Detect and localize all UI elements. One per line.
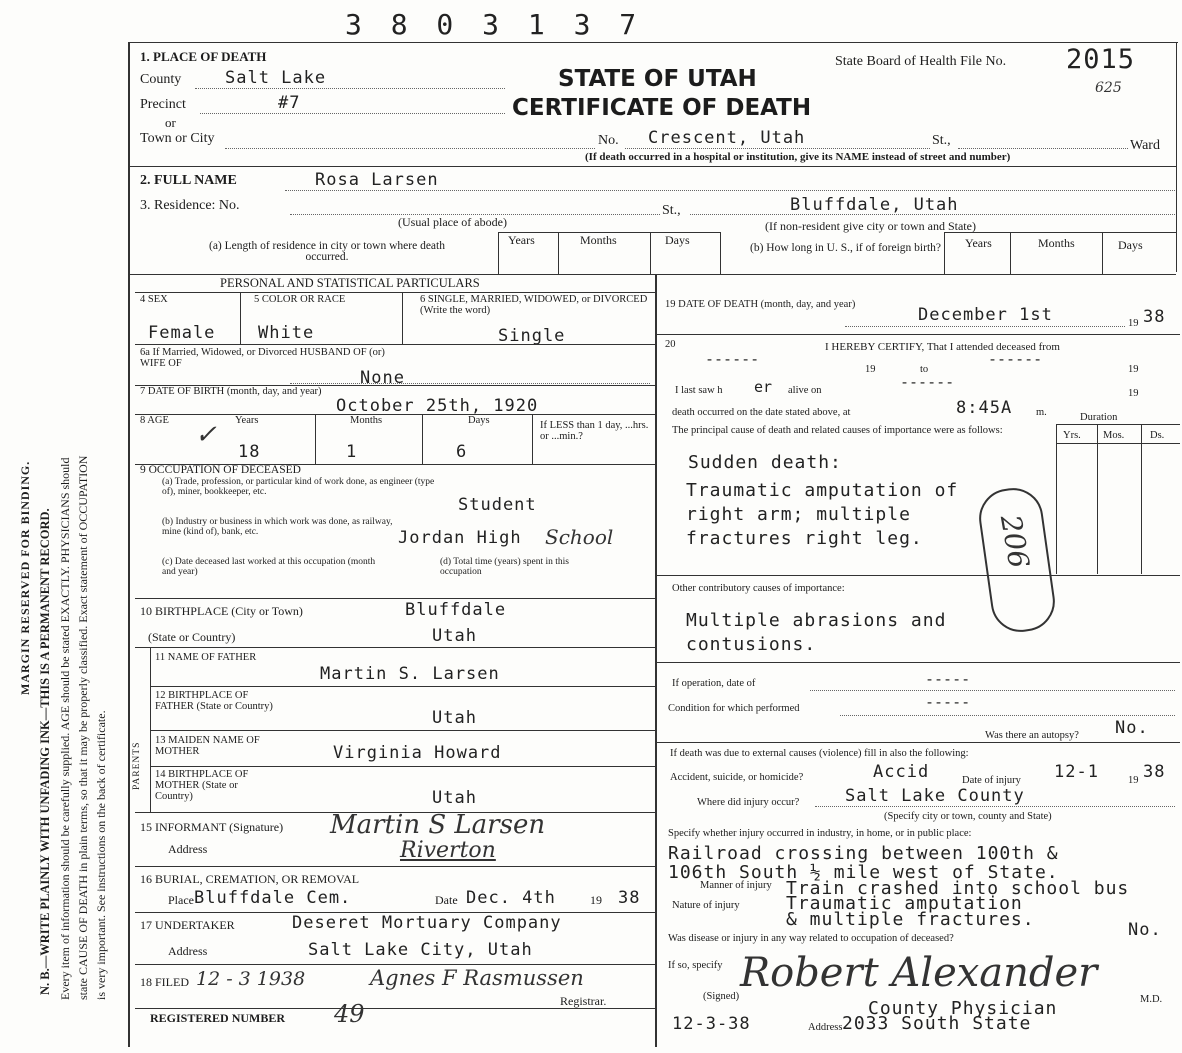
occupation-a-label: (a) Trade, profession, or particular kind of work done, as engineer (type of), miner, bookkeeper, etc. bbox=[162, 477, 435, 497]
filed-label: 18 FILED bbox=[140, 975, 189, 989]
place-value: Crescent, Utah bbox=[648, 128, 806, 148]
sex-label: 4 SEX bbox=[140, 294, 168, 305]
condition-value: ----- bbox=[925, 693, 971, 711]
death-time-value: 8:45A bbox=[956, 398, 1013, 418]
precinct-value: #7 bbox=[278, 93, 301, 113]
attended-to-dash: ------ bbox=[988, 350, 1043, 368]
margin-instruction-2: state CAUSE OF DEATH in plain terms, so that it may be properly classified. Exact statement of OCCUPATION bbox=[76, 455, 90, 1000]
cause-line-2: Traumatic amputation of bbox=[686, 480, 959, 501]
place-of-death-label: 1. PLACE OF DEATH bbox=[140, 49, 267, 64]
age-label: 8 AGE bbox=[140, 415, 169, 426]
age-months-value: 1 bbox=[346, 442, 358, 462]
nonresident-note: (If non-resident give city or town and State) bbox=[765, 219, 976, 233]
margin-binding-note: MARGIN RESERVED FOR BINDING. bbox=[18, 460, 32, 695]
registered-number-label: REGISTERED NUMBER bbox=[150, 1011, 286, 1025]
race-label: 5 COLOR OR RACE bbox=[254, 294, 346, 305]
street-label: St., bbox=[932, 133, 951, 148]
mother-name-value: Virginia Howard bbox=[333, 743, 502, 763]
death-time-m: m. bbox=[1036, 407, 1047, 418]
informant-address-label: Address bbox=[168, 842, 208, 856]
injury-date-label: Date of injury bbox=[962, 775, 1021, 786]
signed-label: (Signed) bbox=[703, 991, 740, 1002]
informant-label: 15 INFORMANT (Signature) bbox=[140, 820, 284, 834]
external-causes-label: If death was due to external causes (violence) fill in also the following: bbox=[670, 748, 969, 759]
precinct-label: Precinct bbox=[140, 97, 186, 112]
file-number: 2015 bbox=[1066, 44, 1136, 75]
autopsy-value: No. bbox=[1115, 718, 1149, 738]
registrar-signature: Agnes F Rasmussen bbox=[370, 966, 584, 990]
physician-title: County Physician bbox=[868, 998, 1058, 1019]
injury-year-value: 38 bbox=[1143, 762, 1166, 782]
operation-value: ----- bbox=[925, 670, 971, 688]
nature-value-2: & multiple fractures. bbox=[786, 909, 1035, 930]
res-days-header: Days bbox=[665, 233, 690, 247]
burial-year-value: 38 bbox=[618, 888, 641, 908]
father-name-value: Martin S. Larsen bbox=[320, 664, 500, 684]
specify-label: Specify whether injury occurred in industry, in home, or in public place: bbox=[668, 828, 972, 839]
race-value: White bbox=[258, 323, 315, 343]
attended-to-year: 19 bbox=[1128, 364, 1139, 375]
burial-label: 16 BURIAL, CREMATION, OR REMOVAL bbox=[140, 872, 360, 886]
us-years-header: Years bbox=[965, 236, 992, 250]
alive-on-year: 19 bbox=[1128, 388, 1139, 399]
age-months-label: Months bbox=[350, 415, 383, 426]
accident-label: Accident, suicide, or homicide? bbox=[670, 772, 804, 783]
burial-date-label: Date bbox=[435, 893, 458, 907]
town-label: Town or City bbox=[140, 131, 215, 146]
last-saw-label: I last saw h bbox=[675, 385, 723, 396]
injury-location-value: Salt Lake County bbox=[845, 786, 1025, 806]
res-years-header: Years bbox=[508, 233, 535, 247]
burial-place-label: Place bbox=[168, 893, 194, 907]
physician-address-label: Address bbox=[808, 1022, 843, 1033]
occupation-value: Student bbox=[458, 495, 537, 515]
full-name-value: Rosa Larsen bbox=[315, 170, 439, 190]
informant-address-value: Riverton bbox=[400, 838, 496, 863]
residence-length-label: (a) Length of residence in city or town where death occurred. bbox=[209, 240, 445, 263]
county-value: Salt Lake bbox=[225, 68, 327, 88]
duration-months: Mos. bbox=[1103, 430, 1125, 441]
operation-label: If operation, date of bbox=[672, 678, 756, 689]
certificate-serial-number: 3 8 0 3 1 3 7 bbox=[345, 8, 643, 41]
other-cause-1: Multiple abrasions and bbox=[686, 610, 947, 631]
spouse-value: None bbox=[360, 368, 405, 388]
certify-text: I HEREBY CERTIFY, That I attended deceased from bbox=[825, 341, 1060, 353]
age-checkmark: ✓ bbox=[195, 420, 217, 450]
burial-year-prefix: 19 bbox=[590, 893, 602, 907]
to-label: to bbox=[920, 364, 929, 375]
duration-days: Ds. bbox=[1150, 430, 1165, 441]
dod-year-prefix: 19 bbox=[1128, 318, 1139, 329]
marital-value: Single bbox=[498, 326, 566, 346]
death-time-label: death occurred on the date stated above, at bbox=[672, 407, 851, 418]
age-years-label: Years bbox=[235, 415, 259, 426]
father-birthplace-value: Utah bbox=[432, 708, 477, 728]
last-saw-fill: er bbox=[754, 378, 773, 396]
signature-date: 12-3-38 bbox=[672, 1014, 751, 1034]
occupation-d-label: (d) Total time (years) spent in this occupation bbox=[440, 557, 569, 577]
file-sub-number: 625 bbox=[1095, 80, 1122, 96]
undertaker-address-value: Salt Lake City, Utah bbox=[308, 940, 533, 960]
usual-abode-note: (Usual place of abode) bbox=[398, 215, 507, 229]
attended-from-year: 19 bbox=[865, 364, 876, 375]
industry-value: Jordan High bbox=[398, 528, 522, 548]
occupation-c-label: (c) Date deceased last worked at this occupation (month and year) bbox=[162, 557, 376, 577]
duration-header: Duration bbox=[1080, 412, 1118, 423]
registrar-label: Registrar. bbox=[560, 994, 607, 1008]
state-title: STATE OF UTAH bbox=[558, 66, 757, 92]
or-label: or bbox=[165, 115, 176, 130]
margin-instruction-1: Every item of information should be carefully supplied. AGE should be stated EXACTLY. PHYSICIANS should bbox=[58, 457, 72, 1000]
certificate-title: CERTIFICATE OF DEATH bbox=[512, 95, 812, 121]
attended-from-dash: ------ bbox=[705, 350, 760, 368]
cause-code: 206 bbox=[993, 512, 1036, 571]
if-so-specify-label: If so, specify bbox=[668, 960, 723, 971]
md-label: M.D. bbox=[1140, 994, 1163, 1005]
alive-on-label: alive on bbox=[788, 385, 822, 396]
certify-number: 20 bbox=[665, 339, 676, 350]
ward-label: Ward bbox=[1130, 138, 1160, 153]
full-name-label: 2. FULL NAME bbox=[140, 173, 237, 188]
manner-label: Manner of injury bbox=[700, 880, 772, 891]
burial-date-value: Dec. 4th bbox=[466, 888, 556, 908]
age-days-label: Days bbox=[468, 415, 490, 426]
registered-number-value: 49 bbox=[334, 1000, 365, 1028]
other-causes-label: Other contributory causes of importance: bbox=[672, 583, 845, 594]
father-birthplace-label: 12 BIRTHPLACE OF FATHER (State or Country) bbox=[155, 690, 273, 712]
residence-label: 3. Residence: No. bbox=[140, 198, 240, 213]
cause-label: The principal cause of death and related causes of importance were as follows: bbox=[672, 425, 1003, 436]
county-label: County bbox=[140, 72, 182, 87]
less-than-day-label: If LESS than 1 day, ...hrs. or ...min.? bbox=[540, 420, 649, 442]
condition-label: Condition for which performed bbox=[668, 703, 800, 714]
birthplace-label: 10 BIRTHPLACE (City or Town) bbox=[140, 604, 303, 618]
dod-value: December 1st bbox=[918, 305, 1053, 325]
mother-birthplace-value: Utah bbox=[432, 788, 477, 808]
undertaker-address-label: Address bbox=[168, 944, 208, 958]
occupation-b-label: (b) Industry or business in which work was done, as railway, mine (kind of), bank, etc. bbox=[162, 517, 393, 537]
residence-street-label: St., bbox=[662, 203, 681, 218]
dob-value: October 25th, 1920 bbox=[336, 396, 539, 416]
injury-year-prefix: 19 bbox=[1128, 775, 1139, 786]
us-length-label: (b) How long in U. S., if of foreign birth? bbox=[750, 242, 941, 254]
residence-value: Bluffdale, Utah bbox=[790, 195, 959, 215]
us-months-header: Months bbox=[1038, 236, 1075, 250]
burial-place-value: Bluffdale Cem. bbox=[194, 888, 352, 908]
occupation-label: 9 OCCUPATION OF DECEASED bbox=[140, 464, 301, 476]
undertaker-label: 17 UNDERTAKER bbox=[140, 918, 235, 932]
age-years-value: 18 bbox=[238, 442, 261, 462]
physician-signature: Robert Alexander bbox=[740, 950, 1098, 996]
nature-value-1: Traumatic amputation bbox=[786, 893, 1023, 914]
physician-address-value: 2033 South State bbox=[842, 1013, 1032, 1034]
age-days-value: 6 bbox=[456, 442, 468, 462]
injury-date-value: 12-1 bbox=[1054, 762, 1099, 782]
manner-value: Train crashed into school bus bbox=[786, 878, 1130, 899]
hospital-note: (If death occurred in a hospital or institution, give its NAME instead of street and number) bbox=[585, 151, 1011, 163]
cause-line-4: fractures right leg. bbox=[686, 528, 923, 549]
parents-label: PARENTS bbox=[132, 741, 142, 790]
injury-place-1: Railroad crossing between 100th & bbox=[668, 843, 1059, 864]
cause-line-1: Sudden death: bbox=[688, 452, 842, 473]
duration-years: Yrs. bbox=[1063, 430, 1081, 441]
margin-instruction-3: is very important. See instructions on the back of certificate. bbox=[94, 710, 108, 1000]
dod-year-value: 38 bbox=[1143, 307, 1166, 327]
number-label: No. bbox=[598, 133, 619, 148]
father-name-label: 11 NAME OF FATHER bbox=[155, 652, 257, 663]
injury-location-label: Where did injury occur? bbox=[697, 797, 800, 808]
birthplace-value: Bluffdale bbox=[405, 600, 507, 620]
us-days-header: Days bbox=[1118, 238, 1143, 252]
marital-label: 6 SINGLE, MARRIED, WIDOWED, or DIVORCED (Write the word) bbox=[420, 294, 648, 316]
injury-location-note: (Specify city or town, county and State) bbox=[884, 811, 1052, 822]
industry-handwritten: School bbox=[545, 525, 614, 549]
birth-state-value: Utah bbox=[432, 626, 477, 646]
occupation-related-label: Was disease or injury in any way related to occupation of deceased? bbox=[668, 933, 954, 944]
occupation-related-value: No. bbox=[1128, 920, 1162, 940]
autopsy-label: Was there an autopsy? bbox=[985, 730, 1079, 741]
alive-on-dash: ------ bbox=[900, 373, 955, 391]
personal-header: PERSONAL AND STATISTICAL PARTICULARS bbox=[220, 276, 480, 290]
undertaker-value: Deseret Mortuary Company bbox=[292, 913, 562, 933]
spouse-label: 6a If Married, Widowed, or Divorced HUSBAND OF (or) WIFE OF bbox=[140, 347, 385, 369]
nature-label: Nature of injury bbox=[672, 900, 740, 911]
res-months-header: Months bbox=[580, 233, 617, 247]
sex-value: Female bbox=[148, 323, 216, 343]
filed-value: 12 - 3 1938 bbox=[196, 968, 306, 990]
injury-place-2: 106th South ½ mile west of State. bbox=[668, 862, 1059, 883]
accident-value: Accid bbox=[873, 762, 930, 782]
margin-ink-note: N. B.—WRITE PLAINLY WITH UNFADING INK—THIS IS A PERMANENT RECORD. bbox=[38, 508, 52, 995]
file-number-label: State Board of Health File No. bbox=[835, 54, 1007, 69]
cause-line-3: right arm; multiple bbox=[686, 504, 911, 525]
mother-name-label: 13 MAIDEN NAME OF MOTHER bbox=[155, 735, 260, 757]
birth-state-label: (State or Country) bbox=[148, 630, 236, 644]
dob-label: 7 DATE OF BIRTH (month, day, and year) bbox=[140, 386, 322, 397]
informant-signature: Martin S Larsen bbox=[330, 810, 546, 840]
other-cause-2: contusions. bbox=[686, 634, 817, 655]
dod-label: 19 DATE OF DEATH (month, day, and year) bbox=[665, 299, 856, 310]
mother-birthplace-label: 14 BIRTHPLACE OF MOTHER (State or Country) bbox=[155, 769, 249, 802]
